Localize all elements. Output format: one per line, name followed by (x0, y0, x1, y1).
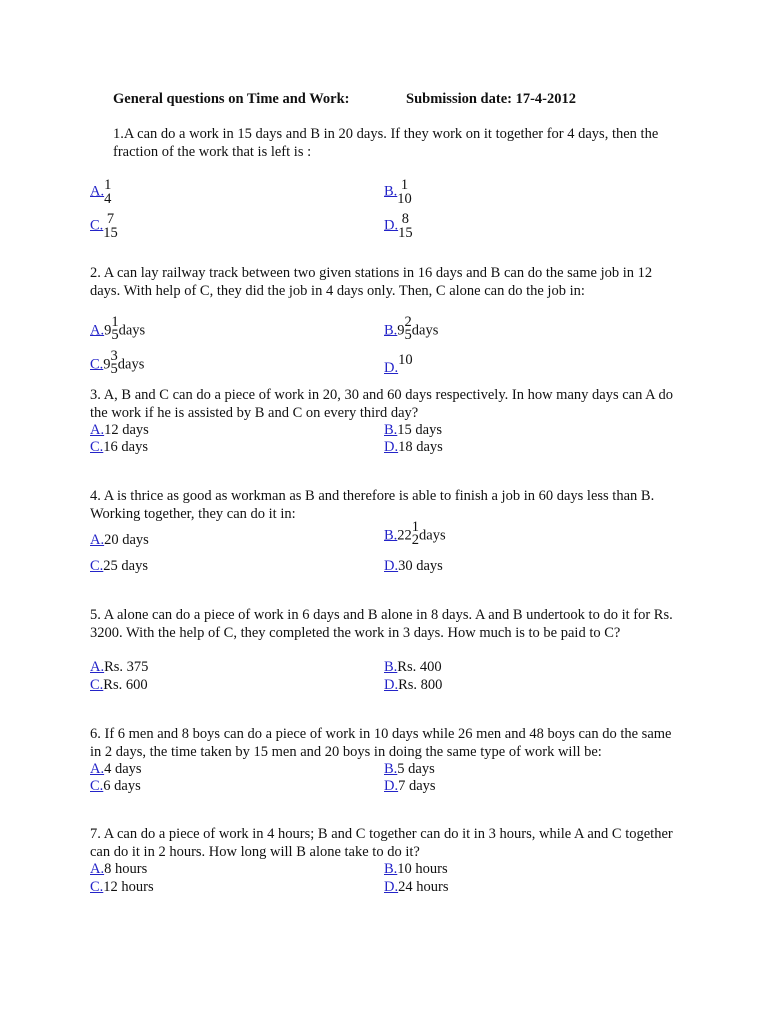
fraction: 1 10 (397, 177, 412, 207)
option-label[interactable]: D. (384, 778, 399, 794)
page-title: General questions on Time and Work: (113, 91, 350, 107)
option-label[interactable]: C. (90, 439, 104, 455)
q6-option-c[interactable]: C.6 days (90, 778, 141, 794)
question-6-text: 6. If 6 men and 8 boys can do a piece of work in 10 days while 26 men and 48 boys can do the same in 2 days, the time taken by 15 men and 20 boys in doing the same type of work will be: (90, 726, 672, 760)
question-7-text: 7. A can do a piece of work in 4 hours; B and C together can do it in 3 hours, while A and C together can do it in 2 hours. How long will B alone take to do it? (90, 826, 673, 860)
q2-option-d[interactable]: D.10 (384, 352, 413, 376)
q7-option-b[interactable]: B.10 hours (384, 861, 448, 877)
option-label[interactable]: C. (90, 778, 104, 794)
option-label[interactable]: C. (90, 356, 104, 373)
option-label[interactable]: D. (384, 360, 399, 376)
option-label[interactable]: A. (90, 183, 105, 200)
q7-option-a[interactable]: A.8 hours (90, 861, 148, 877)
fraction: 3 5 (110, 348, 118, 377)
q2-option-b[interactable]: B.9 2 5 days (384, 314, 439, 343)
q7-option-c[interactable]: C.12 hours (90, 879, 154, 895)
q6-option-a[interactable]: A.4 days (90, 761, 142, 777)
option-label[interactable]: C. (90, 217, 104, 234)
q5-option-d[interactable]: D.Rs. 800 (384, 677, 443, 693)
question-4-text: 4. A is thrice as good as workman as B and therefore is able to finish a job in 60 days less than B. Working together, they can do it in: (90, 488, 655, 522)
q1-option-a[interactable] (90, 178, 111, 206)
q7-option-d[interactable]: D.24 hours (384, 879, 449, 895)
option-label[interactable]: D. (384, 879, 399, 895)
q4-option-c[interactable]: C.25 days (90, 558, 149, 574)
q2-option-a[interactable]: A.9 1 5 days (90, 314, 146, 343)
fraction: 1 5 (111, 314, 119, 343)
q1-option-c[interactable] (90, 212, 118, 240)
q3-option-c[interactable]: C.16 days (90, 439, 149, 455)
fraction: 1 4 (104, 177, 112, 207)
option-label[interactable]: B. (384, 183, 398, 200)
q3-option-a[interactable]: A.12 days (90, 422, 149, 438)
question-3-text: 3. A, B and C can do a piece of work in 20, 30 and 60 days respectively. In how many days can A do the work if he is assisted by B and C on every third day? (90, 387, 673, 421)
option-label[interactable]: B. (384, 322, 398, 339)
submission-date: Submission date: 17-4-2012 (406, 91, 576, 107)
option-label[interactable]: A. (90, 659, 105, 675)
q6-option-d[interactable]: D.7 days (384, 778, 436, 794)
q4-option-b[interactable]: B.22 1 2 days (384, 519, 446, 548)
q1-option-d[interactable] (384, 212, 413, 240)
question-5-text: 5. A alone can do a piece of work in 6 days and B alone in 8 days. A and B undertook to do it for Rs. 3200. With the help of C, they completed the work in 3 days. How much is to be paid to C? (90, 607, 673, 641)
q2-option-c[interactable]: C.9 3 5 days (90, 348, 145, 377)
option-label[interactable]: A. (90, 532, 105, 548)
option-label[interactable]: B. (384, 861, 398, 877)
option-label[interactable]: C. (90, 558, 104, 574)
option-label[interactable]: B. (384, 422, 398, 438)
fraction: 2 5 (404, 314, 412, 343)
q4-option-d[interactable]: D.30 days (384, 558, 443, 574)
option-label[interactable]: C. (90, 879, 104, 895)
option-label[interactable]: B. (384, 761, 398, 777)
q3-option-d[interactable]: D.18 days (384, 439, 443, 455)
q5-option-b[interactable]: B.Rs. 400 (384, 659, 442, 675)
option-label[interactable]: D. (384, 558, 399, 574)
q5-option-c[interactable]: C.Rs. 600 (90, 677, 148, 693)
option-label[interactable]: B. (384, 527, 398, 544)
fraction: 1 2 (411, 519, 420, 548)
option-label[interactable]: D. (384, 439, 399, 455)
q4-option-a[interactable]: A.20 days (90, 532, 149, 548)
option-label[interactable]: A. (90, 322, 105, 339)
q5-option-a[interactable]: A.Rs. 375 (90, 659, 149, 675)
question-2-text: 2. A can lay railway track between two given stations in 16 days and B can do the same job in 12 days. With help of C, they did the job in 4 days only. Then, C alone can do the job in: (90, 265, 653, 299)
q6-option-b[interactable]: B.5 days (384, 761, 435, 777)
q1-option-b[interactable] (384, 178, 412, 206)
fraction: 7 15 (103, 211, 118, 241)
q3-option-b[interactable]: B.15 days (384, 422, 443, 438)
option-label[interactable]: B. (384, 659, 398, 675)
question-1-text: 1.A can do a work in 15 days and B in 20 days. If they work on it together for 4 days, then the fraction of the work that is left is : (113, 126, 659, 160)
option-label[interactable]: D. (384, 217, 399, 234)
option-label[interactable]: C. (90, 677, 104, 693)
fraction: 8 15 (398, 211, 413, 241)
option-label[interactable]: A. (90, 422, 105, 438)
option-label[interactable]: A. (90, 761, 105, 777)
option-label[interactable]: A. (90, 861, 105, 877)
option-label[interactable]: D. (384, 677, 399, 693)
